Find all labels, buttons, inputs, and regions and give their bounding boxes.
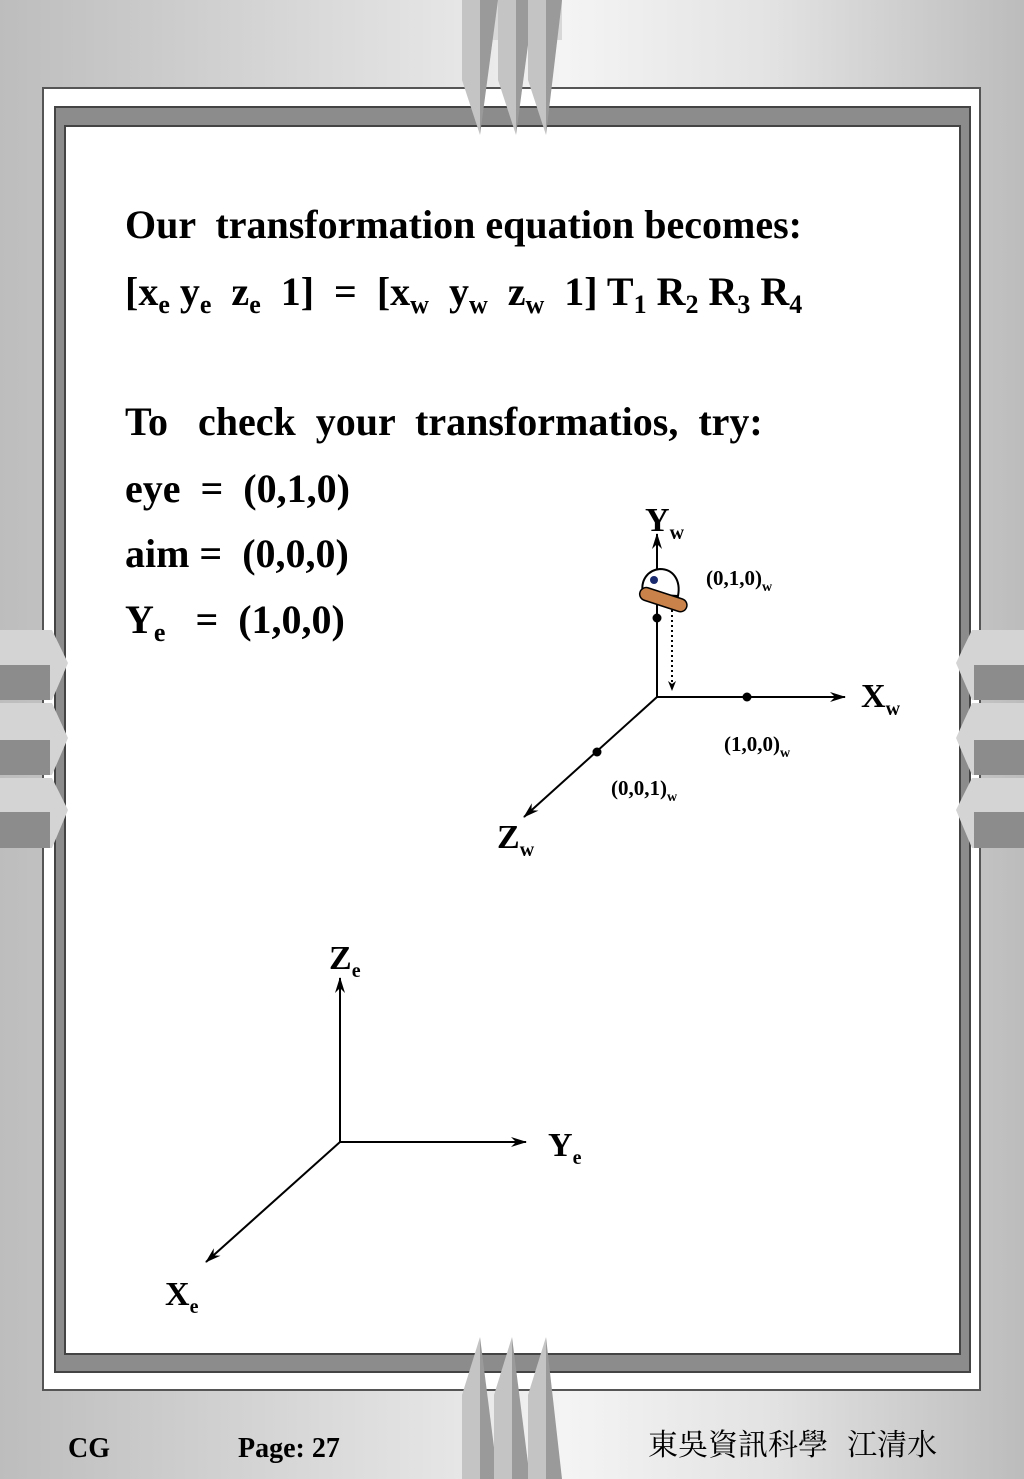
eq-sub: w: [410, 290, 429, 319]
label-010: $(0,1,0)_w$: [706, 566, 773, 595]
eye-x-label: $X_e$: [165, 1276, 199, 1318]
point-010: [653, 614, 662, 623]
ye-rest: = (1,0,0): [165, 597, 345, 642]
eq-part: R: [750, 269, 790, 314]
eye-dot: [650, 576, 658, 584]
eq-sub: e: [249, 290, 261, 319]
eq-part: z: [211, 269, 250, 314]
eq-sub: e: [199, 290, 212, 319]
eq-part: z: [487, 269, 526, 314]
eq-part: y: [169, 269, 200, 314]
point-001: [593, 748, 602, 757]
footer-page-number: Page: 27: [238, 1433, 340, 1464]
eq-part: R: [698, 269, 738, 314]
ye-letter: Y: [125, 597, 154, 642]
eye-z-label: $Z_e$: [329, 940, 361, 982]
eq-sub: 2: [685, 290, 699, 319]
world-axes: [497, 502, 901, 861]
eq-part: 1] T: [544, 269, 634, 314]
ye-sub: e: [153, 618, 166, 647]
eq-sub: 3: [737, 290, 751, 319]
eq-part: 1] = [x: [260, 269, 411, 314]
eq-sub: w: [525, 290, 545, 319]
world-x-label: $X_w$: [861, 678, 901, 720]
eq-part: [x: [125, 269, 159, 314]
footer-course: CG: [68, 1433, 110, 1464]
eye-x-axis: [206, 1142, 340, 1262]
eye-figure-icon: [638, 569, 689, 613]
footer-author: 東吳資訊科學 江清水: [648, 1428, 938, 1463]
check-instruction: To check your transformatios, try:: [125, 399, 763, 444]
label-100: $(1,0,0)_w$: [724, 732, 791, 761]
eq-sub: 4: [789, 290, 803, 319]
world-y-label: $Y_w$: [645, 502, 685, 544]
world-z-label: $Z_w$: [497, 819, 535, 861]
label-001: $(0,0,1)_w$: [611, 776, 678, 805]
eye-y-label: $Y_e$: [548, 1127, 582, 1169]
eye-axes: [165, 940, 582, 1318]
eq-sub: 1: [633, 290, 647, 319]
aim-value: aim = (0,0,0): [125, 531, 349, 576]
eq-part: R: [646, 269, 686, 314]
equation-heading: Our transformation equation becomes:: [125, 202, 802, 247]
eq-sub: e: [158, 290, 170, 319]
eq-part: y: [428, 269, 469, 314]
eq-sub: w: [468, 290, 488, 319]
point-100: [743, 693, 752, 702]
eye-value: eye = (0,1,0): [125, 466, 350, 511]
